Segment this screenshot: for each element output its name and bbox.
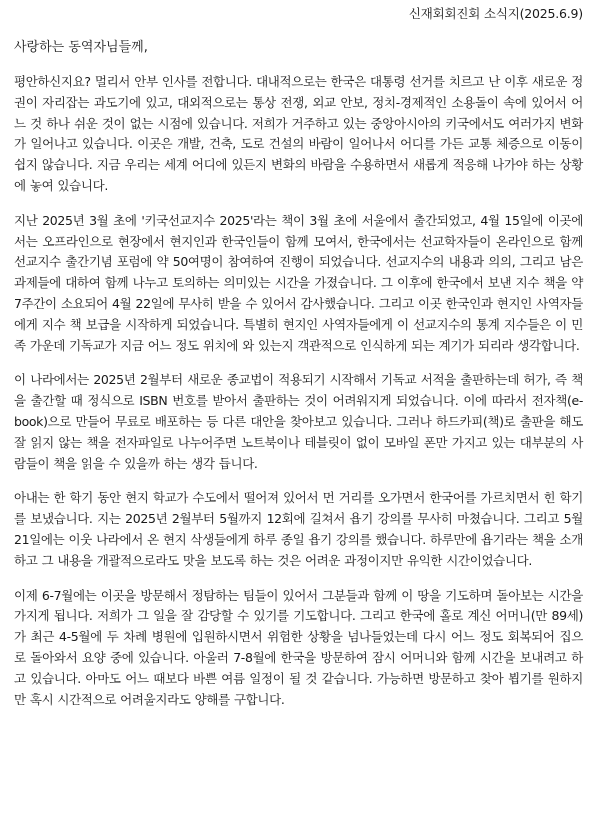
letter-paragraph-2: 지난 2025년 3월 초에 '키국선교지수 2025'라는 책이 3월 초에 서울에서 출간되었고, 4월 15일에 이곳에서는 오프라인으로 현장에서 현지인과 한국인들이 함께 모여서, 한국에서는 선교학자들이 온라인으로 함께 선교지수 출간기념 포럼에 약 50여명이 참여하여 진행이 되었습니다. 선교지수의 내용과 의의, 그리고 남은 과제들에 대하여 함께 나누고 토의하는 의미있는 시간을 가졌습니다. 그 이후에 한국에서 보낸 지수 책을 약 7주간이 소요되어 4월 22일에 무사히 받을 수 있어서 감사했습니다. 그리고 이곳 한국인과 현지인 사역자들에게 지수 책 보급을 시작하게 되었습니다. 특별히 현지인 사역자들에게 이 선교지수의 통계 지수들은 이 민족 가운데 기독교가 지금 어느 정도 위치에 와 있는지 객관적으로 인식하게 되는 계기가 되리라 생각합니다. (14, 212, 583, 353)
letter-paragraph-1: 평안하신지요? 멀리서 안부 인사를 전합니다. 대내적으로는 한국은 대통령 선거를 치르고 난 이후 새로운 정권이 자리잡는 과도기에 있고, 대외적으로는 통상 전쟁, 외교 안보, 정치-경제적인 소용돌이 속에 있어서 어느 것 하나 쉬운 것이 없는 시점에 있습니다. 저희가 거주하고 있는 중앙아시아의 키국에서도 여러가지 변화가 일어나고 있습니다. 이곳은 개발, 건축, 도로 건설의 바람이 일어나서 어디를 가든 교통 체증으로 이동이 쉽지 않습니다. 지금 우리는 세계 어디에 있든지 변화의 바람을 수용하면서 새롭게 적응해 나가야 하는 상황에 놓여 있습니다. (14, 74, 583, 193)
newsletter-header: 신재회회진회 소식지(2025.6.9) (408, 6, 583, 21)
letter-paragraph-3: 이 나라에서는 2025년 2월부터 새로운 종교법이 적용되기 시작해서 기독교 서적을 출판하는데 허가, 즉 책을 출간할 때 정식으로 ISBN 번호를 받아서 출판하는 것이 어려워지게 되었습니다. 이에 따라서 전자책(e-book)으로 만들어 무료로 배포하는 등 다른 대안을 찾아보고 있습니다. 그러나 하드카피(책)로 출판을 해도 잘 읽지 않는 책을 전자파일로 나누어주면 노트북이나 테블릿이 없이 모바일 폰만 가지고 있는 대부분의 사람들이 책을 읽을 수 있을까 하는 생각 듭니다. (14, 372, 583, 471)
letter-greeting: 사랑하는 동역자님들께, (14, 40, 148, 55)
letter-paragraph-5: 이제 6-7월에는 이곳을 방문해서 정탐하는 팀들이 있어서 그분들과 함께 이 땅을 기도하며 돌아보는 시간을 가지게 됩니다. 저희가 그 일을 잘 감당할 수 있기를 기도합니다. 그리고 한국에 홀로 계신 어머니(만 89세)가 최근 4-5월에 두 차례 병원에 입원하시면서 위험한 상황을 넘나들었는데 다시 어느 정도 회복되어 집으로 돌아와서 요양 중에 있습니다. 아울러 7-8월에 한국을 방문하여 잠시 어머니와 함께 시간을 보내려고 하고 있습니다. 아마도 어느 때보다 바쁜 여름 일정이 될 것 같습니다. 가능하면 방문하고 찾아 뵙기를 원하지만 혹시 시간적으로 어려울지라도 양해를 구합니다. (14, 587, 583, 707)
letter-paragraph-4: 아내는 한 학기 동안 현지 학교가 수도에서 떨어져 있어서 먼 거리를 오가면서 한국어를 가르치면서 힌 학기를 보냈습니다. 지는 2025년 2월부터 5월까지 12회에 길쳐서 욥기 강의를 무사히 마쳤습니다. 그리고 5월 21일에는 이웃 나라에서 온 현지 삭생들에게 하루 종일 욥기 강의를 했습니다. 하루만에 욥기라는 책을 소개하고 그 내용을 개괄적으로라도 맛을 보도록 하는 것은 어려운 과정이지만 유익한 시간이었습니다. (14, 490, 584, 568)
